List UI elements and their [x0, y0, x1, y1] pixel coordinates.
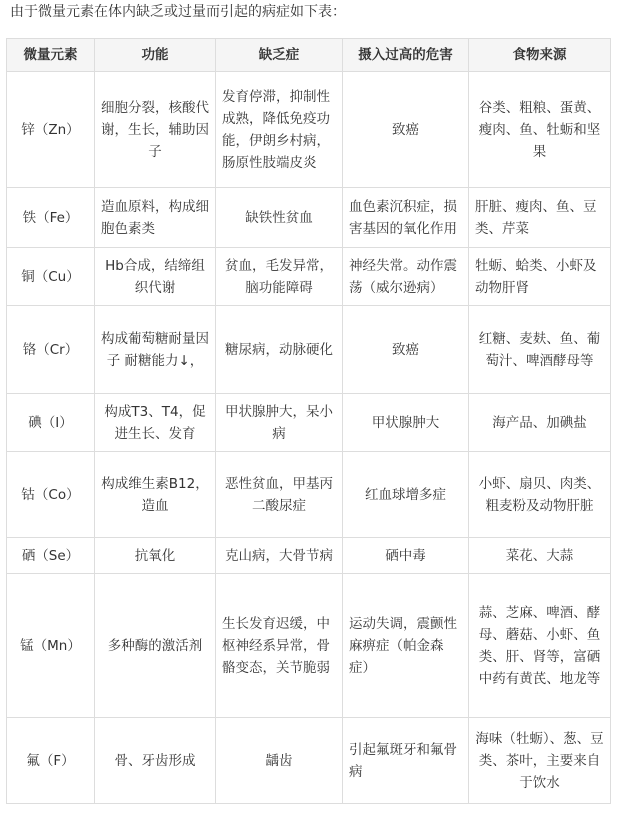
header-source: 食物来源	[469, 39, 611, 72]
cell-function: 多种酶的激活剂	[95, 574, 216, 718]
cell-function: 构成维生素B12，造血	[95, 452, 216, 538]
cell-deficiency: 恶性贫血，甲基丙二酸尿症	[216, 452, 343, 538]
cell-source: 谷类、粗粮、蛋黄、瘦肉、鱼、牡蛎和坚果	[469, 72, 611, 188]
cell-deficiency: 贫血，毛发异常，脑功能障碍	[216, 248, 343, 306]
table-row	[7, 452, 611, 538]
header-element: 微量元素	[7, 39, 95, 72]
table-header-row	[7, 39, 611, 72]
cell-excess: 硒中毒	[343, 538, 469, 574]
cell-deficiency: 龋齿	[216, 718, 343, 804]
cell-source: 菜花、大蒜	[469, 538, 611, 574]
cell-element: 铜（Cu）	[7, 248, 95, 306]
cell-excess: 引起氟斑牙和氟骨病	[343, 718, 469, 804]
cell-element: 铬（Cr）	[7, 306, 95, 394]
cell-excess: 运动失调，震颤性麻痹症（帕金森症）	[343, 574, 469, 718]
cell-source: 海产品、加碘盐	[469, 394, 611, 452]
cell-source: 牡蛎、蛤类、小虾及动物肝肾	[469, 248, 611, 306]
cell-excess: 甲状腺肿大	[343, 394, 469, 452]
intro-text: 由于微量元素在体内缺乏或过量而引起的病症如下表：	[10, 4, 346, 20]
cell-deficiency: 克山病，大骨节病	[216, 538, 343, 574]
header-deficiency: 缺乏症	[216, 39, 343, 72]
cell-function: 构成葡萄糖耐量因子 耐糖能力↓，	[95, 306, 216, 394]
cell-function: 骨、牙齿形成	[95, 718, 216, 804]
cell-excess: 红血球增多症	[343, 452, 469, 538]
cell-element: 碘（I）	[7, 394, 95, 452]
table-row	[7, 188, 611, 248]
header-excess: 摄入过高的危害	[343, 39, 469, 72]
table-row	[7, 248, 611, 306]
table-row	[7, 538, 611, 574]
cell-source: 蒜、芝麻、啤酒、酵母、蘑菇、小虾、鱼类、肝、肾等，富硒中药有黄芪、地龙等	[469, 574, 611, 718]
table-row	[7, 574, 611, 718]
cell-function: 构成T3、T4，促进生长、发育	[95, 394, 216, 452]
cell-function: 细胞分裂，核酸代谢，生长，辅助因子	[95, 72, 216, 188]
cell-source: 红糖、麦麸、鱼、葡萄汁、啤酒酵母等	[469, 306, 611, 394]
trace-element-table	[6, 38, 611, 804]
cell-excess: 致癌	[343, 306, 469, 394]
cell-excess: 血色素沉积症，损害基因的氧化作用	[343, 188, 469, 248]
cell-source: 小虾、扇贝、肉类、粗麦粉及动物肝脏	[469, 452, 611, 538]
cell-deficiency: 生长发育迟缓，中枢神经系异常，骨骼变态，关节脆弱	[216, 574, 343, 718]
table-row	[7, 394, 611, 452]
table-row	[7, 72, 611, 188]
cell-element: 锌（Zn）	[7, 72, 95, 188]
cell-source: 海味（牡蛎）、葱、豆类、茶叶，主要来自于饮水	[469, 718, 611, 804]
cell-element: 锰（Mn）	[7, 574, 95, 718]
table-row	[7, 718, 611, 804]
cell-deficiency: 发育停滞，抑制性成熟，降低免疫功能，伊朗乡村病，肠原性肢端皮炎	[216, 72, 343, 188]
cell-deficiency: 甲状腺肿大，呆小病	[216, 394, 343, 452]
cell-excess: 神经失常。动作震荡（威尔逊病）	[343, 248, 469, 306]
cell-element: 铁（Fe）	[7, 188, 95, 248]
cell-deficiency: 糖尿病，动脉硬化	[216, 306, 343, 394]
cell-function: 造血原料，构成细胞色素类	[95, 188, 216, 248]
cell-excess: 致癌	[343, 72, 469, 188]
cell-element: 氟（F）	[7, 718, 95, 804]
cell-function: Hb合成，结缔组织代谢	[95, 248, 216, 306]
header-function: 功能	[95, 39, 216, 72]
cell-source: 肝脏、瘦肉、鱼、豆类、芹菜	[469, 188, 611, 248]
table-row	[7, 306, 611, 394]
cell-element: 硒（Se）	[7, 538, 95, 574]
cell-element: 钴（Co）	[7, 452, 95, 538]
cell-function: 抗氧化	[95, 538, 216, 574]
cell-deficiency: 缺铁性贫血	[216, 188, 343, 248]
